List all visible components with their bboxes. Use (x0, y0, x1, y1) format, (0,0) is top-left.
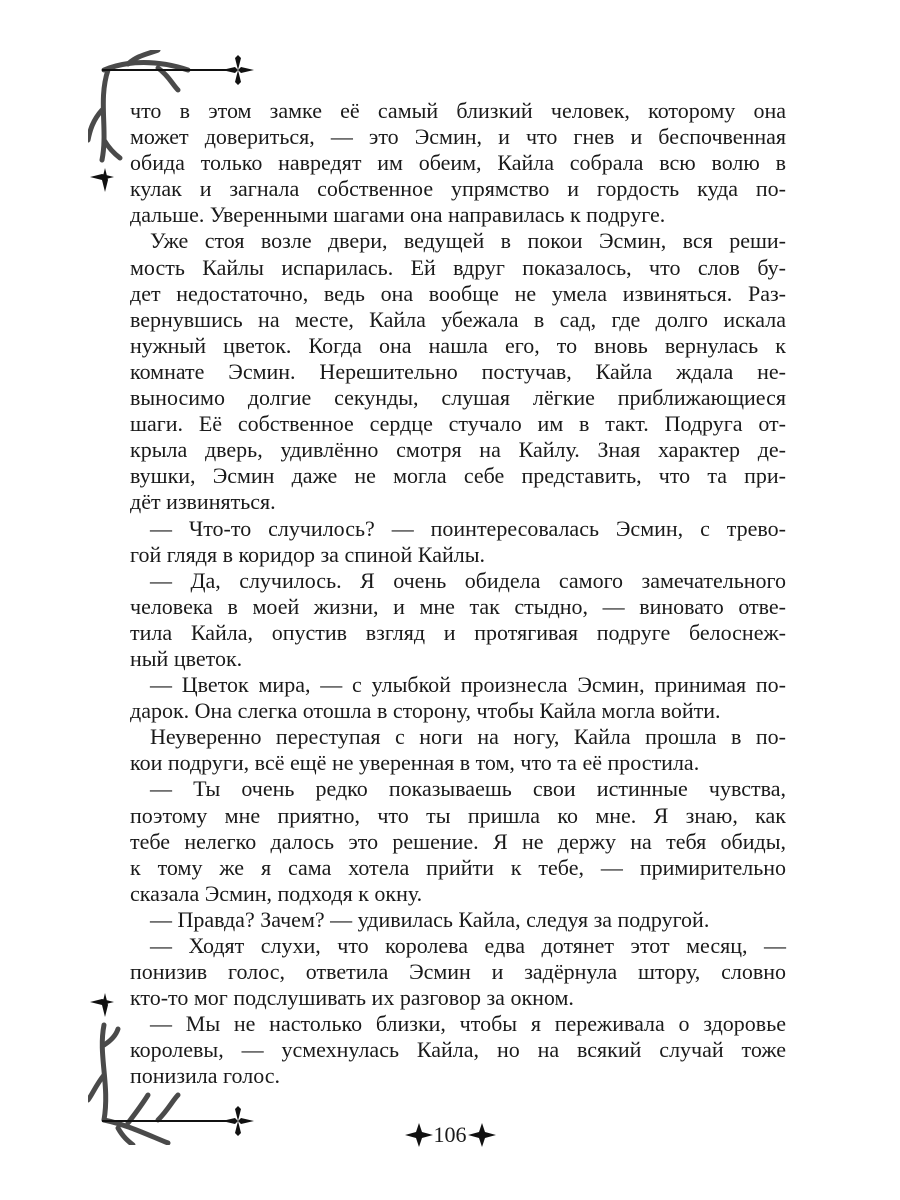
body-text (130, 98, 786, 1090)
text-line: нужный цветок. Когда она нашла его, то вновь вернулась к (130, 332, 786, 358)
text-line: — Правда? Зачем? — удивилась Кайла, следуя за подругой. (150, 906, 710, 932)
text-line: обида только навредят им обеим, Кайла собрала всю волю в (130, 150, 786, 176)
text-line: дарок. Она слегка отошла в сторону, чтобы Кайла могла войти. (130, 698, 721, 724)
text-line: шаги. Её собственное сердце стучало им в такт. Подруга от- (130, 411, 786, 437)
page-number: 106 (433, 1122, 467, 1147)
text-line: — Мы не настолько близки, чтобы я переживала о здоровье (150, 1011, 786, 1037)
text-line: мость Кайлы испарилась. Ей вдруг показалось, что слов бу- (130, 254, 786, 280)
text-line: сказала Эсмин, подходя к окну. (130, 880, 423, 906)
text-line: ный цветок. (130, 645, 243, 671)
star-icon (467, 1120, 497, 1150)
text-line: — Что-то случилось? — поинтересовалась Эсмин, с трево- (150, 515, 786, 541)
text-line: дальше. Уверенными шагами она направилась к подруге. (130, 202, 666, 228)
text-line: что в этом замке её самый близкий человек, которому она (130, 98, 786, 123)
text-line: — Да, случилось. Я очень обидела самого замечательного (150, 567, 786, 593)
text-line: дет недостаточно, ведь она вообще не умела извиняться. Раз- (130, 280, 786, 306)
text-line: кулак и загнала собственное упрямство и гордость куда по- (130, 176, 786, 202)
text-line: — Ты очень редко показываешь свои истинные чувства, (150, 776, 786, 802)
text-line: понизила голос. (130, 1063, 281, 1089)
text-line: поэтому мне приятно, что ты пришла ко мне. Я знаю, как (130, 802, 786, 828)
text-line: крыла дверь, удивлённо смотря на Кайлу. Зная характер де- (130, 437, 786, 463)
text-line: — Цветок мира, — с улыбкой произнесла Эсмин, принимая по- (150, 672, 786, 698)
star-icon (404, 1120, 434, 1150)
text-line: к тому же я сама хотела прийти к тебе, — примирительно (130, 854, 786, 880)
text-line: Неуверенно переступая с ноги на ногу, Кайла прошла в по- (150, 724, 786, 750)
text-line: Уже стоя возле двери, ведущей в покои Эсмин, вся реши- (150, 228, 786, 254)
text-line: вернувшись на месте, Кайла убежала в сад, где долго искала (130, 306, 786, 332)
text-line: может довериться, — это Эсмин, и что гнев и беспочвенная (130, 124, 786, 150)
text-line: кто-то мог подслушивать их разговор за окном. (130, 985, 574, 1011)
text-line: тебе нелегко далось это решение. Я не держу на тебя обиды, (130, 828, 786, 854)
text-line: дёт извиняться. (130, 489, 276, 515)
text-line: вушки, Эсмин даже не могла себе представить, что та при- (130, 463, 786, 489)
text-line: понизив голос, ответила Эсмин и задёрнула штору, словно (130, 959, 786, 985)
text-line: комнате Эсмин. Нерешительно постучав, Кайла ждала не- (130, 358, 786, 384)
page-footer (0, 1120, 900, 1150)
text-line: человека в моей жизни, и мне так стыдно, — виновато отве- (130, 593, 786, 619)
text-line: тила Кайла, опустив взгляд и протягивая подруге белоснеж- (130, 619, 786, 645)
text-line: выносимо долгие секунды, слушая лёгкие приближающиеся (130, 385, 786, 411)
text-line: — Ходят слухи, что королева едва дотянет этот месяц, — (150, 933, 786, 958)
text-line: кои подруги, всё ещё не уверенная в том, что та её простила. (130, 750, 700, 776)
text-line: гой глядя в коридор за спиной Кайлы. (130, 541, 485, 567)
text-line: королевы, — усмехнулась Кайла, но на всякий случай тоже (130, 1037, 786, 1063)
